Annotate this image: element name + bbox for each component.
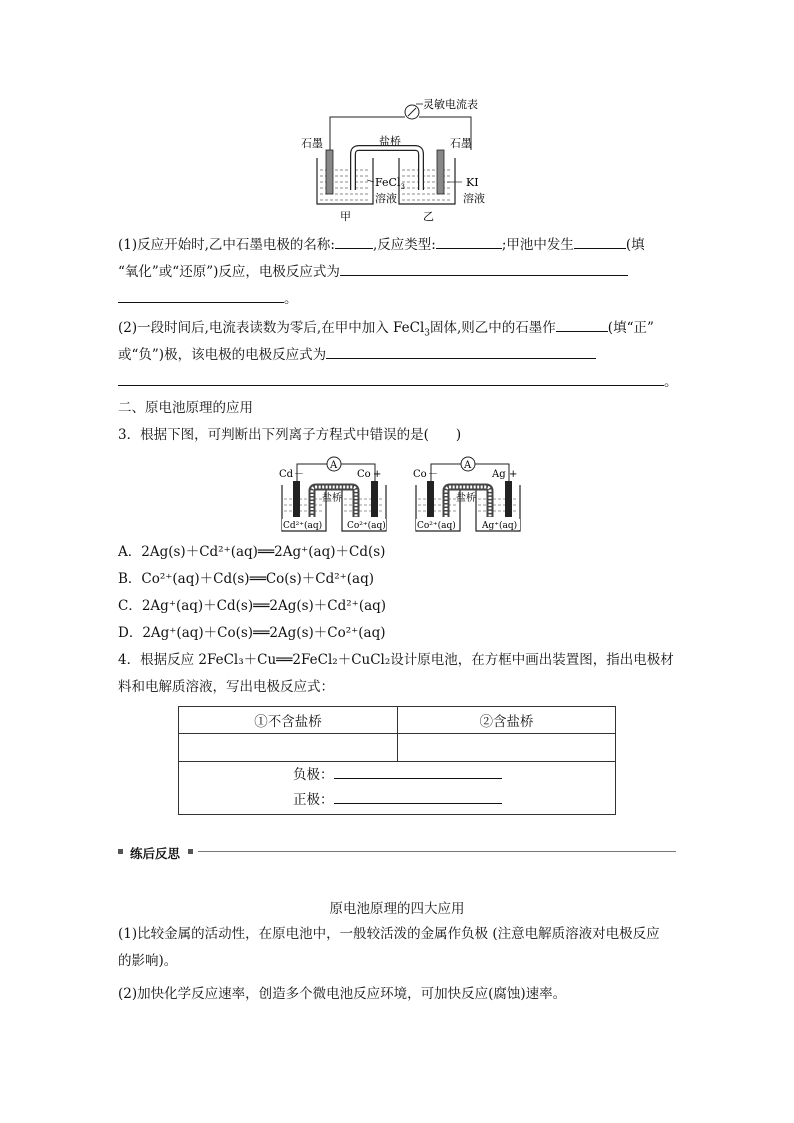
reflection-p1-line1: (1)比较金属的活动性，在原电池中，一般较活泼的金属作负极 (注意电解质溶液对电极反应 <box>118 926 660 942</box>
svg-text:Ag⁺(aq): Ag⁺(aq) <box>482 521 518 531</box>
reflection-p2: (2)加快化学反应速率，创造多个微电池反应环境，可加快反应(腐蚀)速率。 <box>118 986 567 1002</box>
q2-part2-line1: (2)一段时间后,电流表读数为零后,在甲中加入 FeCl$_3$固体,则乙中的石墨作 (填“正” <box>118 317 654 344</box>
figure-cd-co-cell <box>278 453 390 535</box>
right-cell-label: 乙 <box>423 210 434 223</box>
header-square-icon <box>188 849 193 854</box>
drawing-box-with-bridge[interactable] <box>398 734 616 762</box>
left-solution-label-2: 溶液 <box>375 192 397 205</box>
svg-text:Co²⁺(aq): Co²⁺(aq) <box>347 521 386 531</box>
figure-fecl3-ki-cell <box>295 92 505 227</box>
salt-bridge-label: 盐桥 <box>379 135 401 148</box>
q2-part1-line2: “氧化”或“还原”)反应，电极反应式为 <box>118 261 628 282</box>
reflection-header <box>118 843 676 861</box>
reflection-header-label: 练后反思 <box>130 846 181 861</box>
column-header-no-bridge: ①不含盐桥 <box>179 707 398 734</box>
svg-text:盐桥: 盐桥 <box>456 493 476 504</box>
answer-table <box>178 706 616 815</box>
option-c[interactable]: C．2Ag⁺(aq)＋Cd(s)══2Ag(s)＋Cd²⁺(aq) <box>118 598 387 614</box>
answer-blank[interactable] <box>556 317 608 332</box>
drawing-box-no-bridge[interactable] <box>179 734 398 762</box>
q2-part1-line1: (1)反应开始时,乙中石墨电极的名称: ,反应类型: ;甲池中发生 (填 <box>118 234 645 255</box>
q2-part1-line3: 。 <box>118 288 298 309</box>
figure-co-ag-cell <box>412 453 524 535</box>
reflection-p1-line2: 的影响)。 <box>118 953 178 969</box>
svg-text:Cd²⁺(aq): Cd²⁺(aq) <box>283 521 323 531</box>
co-electrode <box>427 481 434 517</box>
q2-part2-line3: 。 <box>118 371 678 392</box>
right-solution-label: KI <box>466 176 479 189</box>
q4-stem-line1: 4．根据反应 2FeCl₃＋Cu══2FeCl₂＋CuCl₂设计原电池，在方框中画出装置图，指出电极材 <box>118 652 674 668</box>
reflection-title: 原电池原理的四大应用 <box>329 901 465 917</box>
positive-electrode-label: 正极： <box>293 792 334 808</box>
option-d[interactable]: D．2Ag⁺(aq)＋Co(s)══2Ag(s)＋Co²⁺(aq) <box>118 625 386 641</box>
header-rule <box>198 851 676 852</box>
left-cell-label: 甲 <box>340 210 351 223</box>
ag-electrode <box>505 481 512 517</box>
svg-text:－: － <box>428 469 438 480</box>
electrode-reactions-cell <box>179 762 616 815</box>
svg-text:Ag: Ag <box>492 469 506 480</box>
answer-blank[interactable] <box>118 371 664 386</box>
negative-electrode-blank[interactable] <box>334 764 502 779</box>
svg-text:Co²⁺(aq): Co²⁺(aq) <box>417 521 456 531</box>
left-solution-label: FeCl$_3$ <box>375 176 405 191</box>
left-electrode-label: 石墨 <box>301 137 323 150</box>
svg-text:Co: Co <box>357 469 371 480</box>
svg-text:A: A <box>464 460 472 471</box>
header-square-icon <box>118 849 123 854</box>
svg-text:Cd: Cd <box>279 469 294 480</box>
q4-stem-line2: 料和电解质溶液，写出电极反应式： <box>118 679 334 695</box>
svg-text:Co: Co <box>413 469 427 480</box>
svg-text:盐桥: 盐桥 <box>322 493 342 504</box>
positive-electrode-blank[interactable] <box>334 789 502 804</box>
right-graphite-electrode <box>437 150 444 194</box>
section-title: 二、原电池原理的应用 <box>118 400 253 416</box>
svg-text:+: + <box>373 469 382 480</box>
svg-text:A: A <box>330 460 338 471</box>
answer-blank[interactable] <box>436 234 502 249</box>
column-header-with-bridge: ②含盐桥 <box>398 707 616 734</box>
answer-blank[interactable] <box>340 261 628 276</box>
cd-electrode <box>293 481 300 517</box>
right-solution-label-2: 溶液 <box>463 192 485 205</box>
answer-blank[interactable] <box>574 234 626 249</box>
left-graphite-electrode <box>326 150 333 194</box>
q3-stem: 3．根据下图，可判断出下列离子方程式中错误的是( ) <box>118 427 462 443</box>
negative-electrode-label: 负极： <box>293 767 334 783</box>
option-a[interactable]: A．2Ag(s)＋Cd²⁺(aq)══2Ag⁺(aq)＋Cd(s) <box>118 544 386 560</box>
right-electrode-label: 石墨 <box>450 137 472 150</box>
answer-blank[interactable] <box>118 288 284 303</box>
answer-blank[interactable] <box>335 234 373 249</box>
answer-blank[interactable] <box>326 344 596 359</box>
option-b[interactable]: B．Co²⁺(aq)＋Cd(s)══Co(s)＋Cd²⁺(aq) <box>118 571 374 587</box>
svg-text:－: － <box>294 469 304 480</box>
q2-part2-line2: 或“负”)极，该电极的电极反应式为 <box>118 344 596 365</box>
co-electrode <box>371 481 378 517</box>
svg-text:+: + <box>509 469 518 480</box>
galvanometer-label: 灵敏电流表 <box>423 98 478 111</box>
